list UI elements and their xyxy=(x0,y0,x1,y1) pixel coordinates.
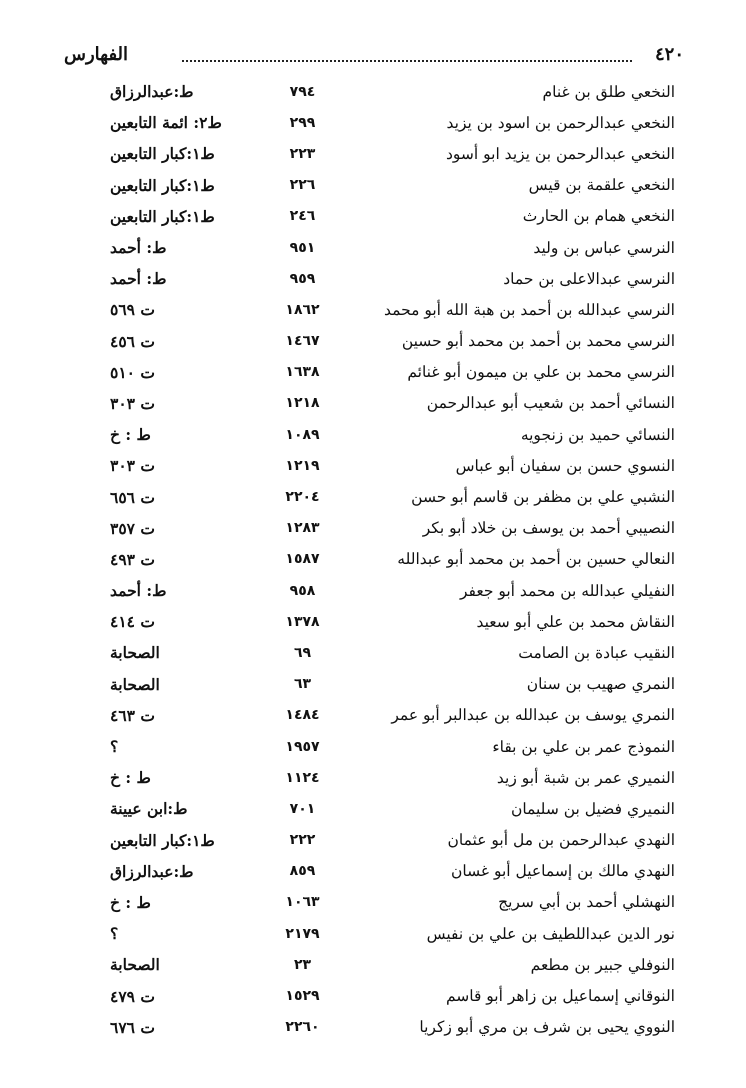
entry-number: ١٢١٨ xyxy=(285,395,320,412)
entry-number: ٩٥١ xyxy=(289,239,316,256)
entry-reference: الصحابة xyxy=(110,643,160,663)
index-row xyxy=(110,980,675,1011)
entry-name: النعالي حسين بن أحمد بن محمد أبو عبدالله xyxy=(397,550,675,569)
entry-reference: ط:عبدالرزاق xyxy=(110,82,194,102)
entry-number: ١٩٥٧ xyxy=(285,738,320,755)
entry-number: ٢٢٦ xyxy=(289,177,316,194)
entry-name: النخعي عبدالرحمن بن اسود بن يزيد xyxy=(446,113,675,132)
index-row xyxy=(110,201,675,232)
entry-number: ٨٥٩ xyxy=(289,863,316,880)
index-row xyxy=(110,419,675,450)
entry-name: النموذج عمر بن علي بن بقاء xyxy=(492,737,675,756)
entry-name: النشبي علي بن مظفر بن قاسم أبو حسن xyxy=(411,488,675,507)
entry-reference: ط : خ xyxy=(110,768,151,788)
entry-name: النمري صهيب بن سنان xyxy=(526,675,675,694)
entry-reference: ط: أحمد xyxy=(110,581,167,601)
entry-number: ١٥٢٩ xyxy=(285,988,320,1005)
entry-reference: ت ٦٥٦ xyxy=(110,487,155,507)
entry-name: النوقاني إسماعيل بن زاهر أبو قاسم xyxy=(445,987,675,1006)
index-row xyxy=(110,294,675,325)
section-title: الفهارس xyxy=(64,44,129,65)
entry-number: ١٣٧٨ xyxy=(285,613,320,630)
entry-name: النفيلي عبدالله بن محمد أبو جعفر xyxy=(459,581,675,600)
index-row xyxy=(110,1012,675,1043)
index-list xyxy=(110,76,675,1043)
entry-reference: ت ٣٠٣ xyxy=(110,393,155,413)
entry-number: ٦٩ xyxy=(293,644,312,661)
entry-number: ٢٩٩ xyxy=(289,114,316,131)
entry-reference: ؟ xyxy=(110,737,119,757)
entry-number: ٢٢٦٠ xyxy=(285,1019,320,1036)
entry-name: نور الدين عبداللطيف بن علي بن نفيس xyxy=(426,924,675,943)
entry-name: النخعي طلق بن غنام xyxy=(542,82,675,101)
entry-name: النخعي همام بن الحارث xyxy=(522,207,675,226)
index-row xyxy=(110,700,675,731)
entry-name: النسائي أحمد بن شعيب أبو عبدالرحمن xyxy=(426,394,675,413)
entry-name: النهدي مالك بن إسماعيل أبو غسان xyxy=(451,862,675,881)
index-row xyxy=(110,388,675,419)
entry-name: النوفلي جبير بن مطعم xyxy=(530,955,675,974)
entry-reference: ت ٤١٤ xyxy=(110,612,155,632)
entry-number: ٢٤٦ xyxy=(289,208,316,225)
entry-reference: ط : خ xyxy=(110,425,151,445)
entry-reference: ط : خ xyxy=(110,892,151,912)
entry-number: ١١٢٤ xyxy=(285,769,320,786)
entry-reference: ت ٤٧٩ xyxy=(110,986,155,1006)
index-row xyxy=(110,138,675,169)
entry-number: ٢٢٢ xyxy=(289,832,316,849)
entry-number: ١٠٨٩ xyxy=(285,426,320,443)
entry-reference: ط:عبدالرزاق xyxy=(110,861,194,881)
index-row xyxy=(110,949,675,980)
index-row xyxy=(110,637,675,668)
entry-name: النقاش محمد بن علي أبو سعيد xyxy=(476,612,675,631)
entry-name: النسوي حسن بن سفيان أبو عباس xyxy=(455,456,675,475)
entry-number: ٩٥٨ xyxy=(289,582,316,599)
entry-reference: ؟ xyxy=(110,924,119,944)
entry-name: النووي يحيى بن شرف بن مري أبو زكريا xyxy=(419,1018,675,1037)
index-row xyxy=(110,575,675,606)
entry-number: ١٨٦٢ xyxy=(285,301,320,318)
entry-reference: ت ٣٥٧ xyxy=(110,518,155,538)
entry-reference: الصحابة xyxy=(110,955,160,975)
index-row xyxy=(110,232,675,263)
entry-reference: ط١:كبار التابعين xyxy=(110,206,215,226)
index-row xyxy=(110,263,675,294)
entry-number: ١٥٨٧ xyxy=(285,551,320,568)
entry-reference: ط٢: ائمة التابعين xyxy=(110,113,222,133)
index-row xyxy=(110,606,675,637)
entry-number: ١٤٨٤ xyxy=(285,707,320,724)
entry-name: النهدي عبدالرحمن بن مل أبو عثمان xyxy=(447,831,675,850)
entry-name: النرسي عبدالاعلى بن حماد xyxy=(503,269,675,288)
entry-reference: ط١:كبار التابعين xyxy=(110,144,215,164)
entry-number: ١٢١٩ xyxy=(285,457,320,474)
entry-name: النهشلي أحمد بن أبي سريج xyxy=(498,893,675,912)
index-row xyxy=(110,450,675,481)
index-row xyxy=(110,762,675,793)
entry-number: ٢٢٠٤ xyxy=(285,489,320,506)
index-row xyxy=(110,481,675,512)
entry-number: ١٦٣٨ xyxy=(285,364,320,381)
index-row xyxy=(110,513,675,544)
entry-number: ١٠٦٣ xyxy=(285,894,320,911)
entry-reference: ت ٥١٠ xyxy=(110,362,155,382)
entry-reference: ط: أحمد xyxy=(110,269,167,289)
index-row xyxy=(110,107,675,138)
entry-number: ١٤٦٧ xyxy=(285,333,320,350)
index-row xyxy=(110,887,675,918)
entry-reference: الصحابة xyxy=(110,674,160,694)
entry-number: ٧٠١ xyxy=(289,800,316,817)
entry-reference: ت ٤٩٣ xyxy=(110,549,155,569)
entry-name: النقيب عبادة بن الصامت xyxy=(518,643,675,662)
entry-name: النرسي عبدالله بن أحمد بن هبة الله أبو محمد xyxy=(384,300,675,319)
entry-reference: ت ٤٥٦ xyxy=(110,331,155,351)
entry-number: ٢١٧٩ xyxy=(285,925,320,942)
page-number: ٤٢٠ xyxy=(654,44,684,65)
entry-reference: ط: أحمد xyxy=(110,238,167,258)
index-row xyxy=(110,170,675,201)
index-row xyxy=(110,856,675,887)
entry-reference: ت ٥٦٩ xyxy=(110,300,155,320)
index-row xyxy=(110,357,675,388)
entry-number: ٩٥٩ xyxy=(289,270,316,287)
index-row xyxy=(110,76,675,107)
entry-name: النرسي محمد بن أحمد بن محمد أبو حسين xyxy=(401,332,675,351)
index-row xyxy=(110,669,675,700)
entry-number: ١٢٨٣ xyxy=(285,520,320,537)
index-row xyxy=(110,825,675,856)
index-row xyxy=(110,731,675,762)
entry-reference: ت ٣٠٣ xyxy=(110,456,155,476)
entry-name: النمري يوسف بن عبدالله بن عبدالبر أبو عمر xyxy=(391,706,675,725)
index-row xyxy=(110,544,675,575)
entry-name: النميري فضيل بن سليمان xyxy=(510,799,675,818)
entry-reference: ت ٦٧٦ xyxy=(110,1017,155,1037)
entry-reference: ط١:كبار التابعين xyxy=(110,175,215,195)
entry-number: ٧٩٤ xyxy=(289,83,316,100)
entry-reference: ط١:كبار التابعين xyxy=(110,830,215,850)
entry-number: ٢٢٣ xyxy=(289,145,316,162)
entry-name: النصيبي أحمد بن يوسف بن خلاد أبو بكر xyxy=(422,519,675,538)
entry-name: النسائي حميد بن زنجويه xyxy=(520,425,675,444)
index-row xyxy=(110,918,675,949)
entry-name: النخعي علقمة بن قيس xyxy=(528,176,675,195)
entry-reference: ط:ابن عيينة xyxy=(110,799,188,819)
index-row xyxy=(110,793,675,824)
page-header xyxy=(64,44,684,74)
entry-name: النميري عمر بن شبة أبو زيد xyxy=(496,768,675,787)
entry-name: النرسي محمد بن علي بن ميمون أبو غنائم xyxy=(407,363,675,382)
entry-name: النخعي عبدالرحمن بن يزيد ابو أسود xyxy=(446,144,675,163)
entry-number: ٢٣ xyxy=(293,956,312,973)
header-leader-dots xyxy=(182,60,632,62)
entry-number: ٦٣ xyxy=(293,676,312,693)
index-row xyxy=(110,326,675,357)
entry-name: النرسي عباس بن وليد xyxy=(533,238,675,257)
entry-reference: ت ٤٦٣ xyxy=(110,705,155,725)
